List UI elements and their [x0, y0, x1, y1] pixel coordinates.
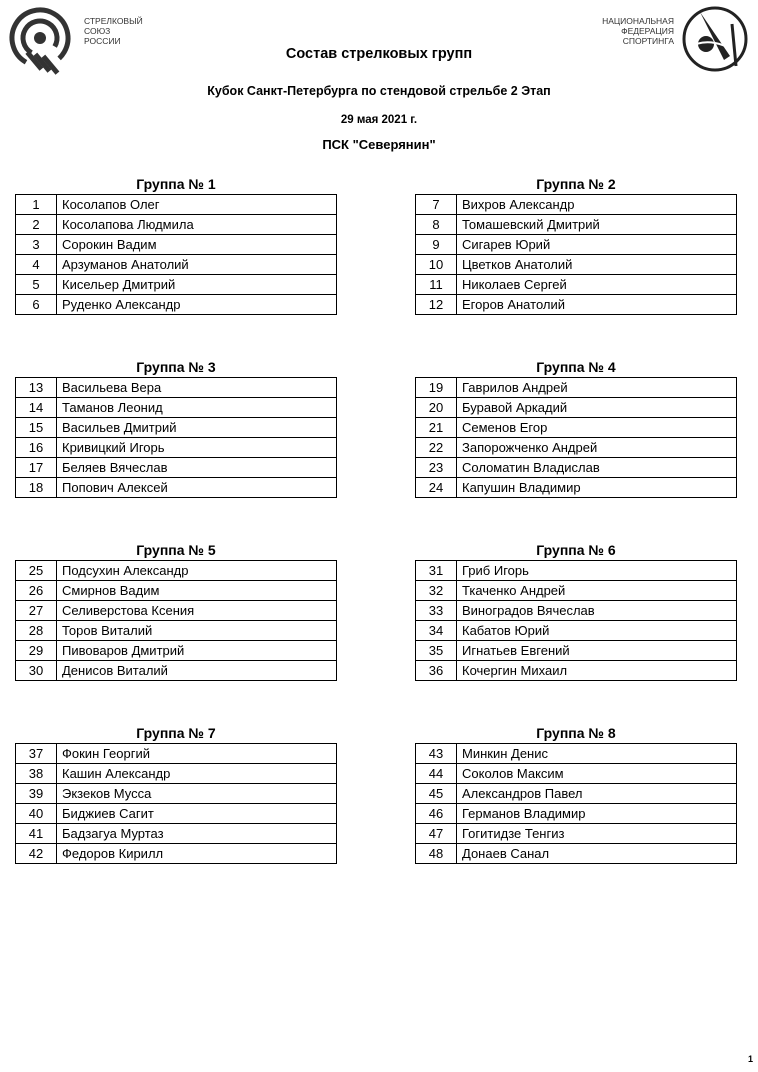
participant-number: 1 — [16, 195, 57, 215]
left-org-line: СТРЕЛКОВЫЙ — [84, 16, 143, 26]
table-row — [416, 195, 737, 215]
participant-number: 28 — [16, 621, 57, 641]
table-row — [416, 275, 737, 295]
participant-name: Донаев Санал — [457, 844, 737, 864]
participant-number: 34 — [416, 621, 457, 641]
group-table — [415, 377, 737, 498]
group-table — [15, 743, 337, 864]
participant-number: 8 — [416, 215, 457, 235]
participant-number: 20 — [416, 398, 457, 418]
table-row — [416, 478, 737, 498]
participant-number: 35 — [416, 641, 457, 661]
participant-number: 12 — [416, 295, 457, 315]
left-org-line: СОЮЗ — [84, 26, 111, 36]
participant-number: 43 — [416, 744, 457, 764]
participant-name: Косолапов Олег — [57, 195, 337, 215]
table-row — [16, 255, 337, 275]
participant-number: 39 — [16, 784, 57, 804]
left-org-name — [84, 16, 143, 46]
table-row — [416, 804, 737, 824]
group-block — [15, 357, 337, 498]
participant-name: Буравой Аркадий — [457, 398, 737, 418]
participant-name: Цветков Анатолий — [457, 255, 737, 275]
participant-number: 44 — [416, 764, 457, 784]
participant-name: Кочергин Михаил — [457, 661, 737, 681]
table-row — [416, 255, 737, 275]
right-org-name — [602, 16, 674, 46]
table-row — [16, 561, 337, 581]
table-row — [416, 784, 737, 804]
participant-number: 5 — [16, 275, 57, 295]
table-row — [16, 601, 337, 621]
participant-name: Гриб Игорь — [457, 561, 737, 581]
group-title: Группа № 5 — [136, 542, 216, 558]
participant-name: Денисов Виталий — [57, 661, 337, 681]
group-title: Группа № 8 — [536, 725, 616, 741]
group-block — [415, 540, 737, 681]
table-row — [16, 621, 337, 641]
participant-number: 23 — [416, 458, 457, 478]
participant-number: 36 — [416, 661, 457, 681]
table-row — [416, 581, 737, 601]
table-row — [416, 641, 737, 661]
right-org-line: ФЕДЕРАЦИЯ — [621, 26, 674, 36]
group-title: Группа № 1 — [136, 176, 216, 192]
participant-name: Виноградов Вячеслав — [457, 601, 737, 621]
participant-name: Бадзагуа Муртаз — [57, 824, 337, 844]
participant-number: 13 — [16, 378, 57, 398]
participant-name: Фокин Георгий — [57, 744, 337, 764]
group-title: Группа № 2 — [536, 176, 616, 192]
table-row — [16, 478, 337, 498]
table-row — [416, 235, 737, 255]
participant-name: Егоров Анатолий — [457, 295, 737, 315]
participant-name: Игнатьев Евгений — [457, 641, 737, 661]
table-row — [16, 804, 337, 824]
participant-name: Томашевский Дмитрий — [457, 215, 737, 235]
participant-number: 45 — [416, 784, 457, 804]
participant-name: Экзеков Мусса — [57, 784, 337, 804]
table-row — [16, 458, 337, 478]
participant-name: Селиверстова Ксения — [57, 601, 337, 621]
participant-number: 19 — [416, 378, 457, 398]
participant-number: 4 — [16, 255, 57, 275]
participant-name: Беляев Вячеслав — [57, 458, 337, 478]
table-row — [416, 418, 737, 438]
participant-name: Вихров Александр — [457, 195, 737, 215]
participant-number: 11 — [416, 275, 457, 295]
participant-name: Ткаченко Андрей — [457, 581, 737, 601]
participant-number: 18 — [16, 478, 57, 498]
group-block — [415, 174, 737, 315]
table-row — [416, 398, 737, 418]
participant-name: Сорокин Вадим — [57, 235, 337, 255]
participant-number: 37 — [16, 744, 57, 764]
table-row — [16, 295, 337, 315]
participant-number: 25 — [16, 561, 57, 581]
participant-name: Минкин Денис — [457, 744, 737, 764]
participant-name: Васильев Дмитрий — [57, 418, 337, 438]
table-row — [416, 621, 737, 641]
group-table — [415, 560, 737, 681]
participant-number: 15 — [16, 418, 57, 438]
participant-name: Капушин Владимир — [457, 478, 737, 498]
table-row — [416, 661, 737, 681]
group-title: Группа № 6 — [536, 542, 616, 558]
participant-name: Федоров Кирилл — [57, 844, 337, 864]
group-table — [15, 377, 337, 498]
page-number: 1 — [747, 1054, 753, 1064]
participant-name: Сигарев Юрий — [457, 235, 737, 255]
group-title: Группа № 4 — [536, 359, 616, 375]
group-block — [15, 723, 337, 864]
table-row — [16, 195, 337, 215]
right-org-line: НАЦИОНАЛЬНАЯ — [602, 16, 674, 26]
table-row — [16, 744, 337, 764]
participant-name: Кривицкий Игорь — [57, 438, 337, 458]
participant-number: 30 — [16, 661, 57, 681]
left-org-line: РОССИИ — [84, 36, 121, 46]
participant-number: 2 — [16, 215, 57, 235]
table-row — [416, 601, 737, 621]
participant-name: Торов Виталий — [57, 621, 337, 641]
participant-number: 16 — [16, 438, 57, 458]
table-row — [416, 438, 737, 458]
participant-name: Александров Павел — [457, 784, 737, 804]
participant-name: Германов Владимир — [457, 804, 737, 824]
group-table — [415, 194, 737, 315]
table-row — [16, 418, 337, 438]
participant-number: 33 — [416, 601, 457, 621]
participant-number: 42 — [16, 844, 57, 864]
participant-number: 21 — [416, 418, 457, 438]
participant-name: Соломатин Владислав — [457, 458, 737, 478]
participant-number: 46 — [416, 804, 457, 824]
participant-number: 14 — [16, 398, 57, 418]
table-row — [416, 215, 737, 235]
participant-number: 7 — [416, 195, 457, 215]
table-row — [16, 784, 337, 804]
participant-number: 48 — [416, 844, 457, 864]
event-venue: ПСК "Северянин" — [322, 137, 436, 152]
table-row — [416, 561, 737, 581]
participant-number: 24 — [416, 478, 457, 498]
participant-name: Арзуманов Анатолий — [57, 255, 337, 275]
table-row — [16, 661, 337, 681]
group-title: Группа № 3 — [136, 359, 216, 375]
table-row — [16, 641, 337, 661]
participant-name: Запорожченко Андрей — [457, 438, 737, 458]
table-row — [416, 824, 737, 844]
participant-number: 29 — [16, 641, 57, 661]
group-block — [415, 357, 737, 498]
event-date: 29 мая 2021 г. — [340, 114, 418, 126]
sporting-federation-logo-icon — [680, 4, 750, 74]
group-table — [15, 560, 337, 681]
participant-name: Руденко Александр — [57, 295, 337, 315]
participant-number: 40 — [16, 804, 57, 824]
right-org-line: СПОРТИНГА — [622, 36, 674, 46]
table-row — [16, 275, 337, 295]
participant-name: Смирнов Вадим — [57, 581, 337, 601]
participant-name: Кашин Александр — [57, 764, 337, 784]
participant-number: 31 — [416, 561, 457, 581]
shooting-union-logo-icon — [6, 4, 76, 80]
table-row — [16, 378, 337, 398]
participant-name: Гаврилов Андрей — [457, 378, 737, 398]
table-row — [416, 744, 737, 764]
participant-number: 3 — [16, 235, 57, 255]
group-block — [415, 723, 737, 864]
participant-number: 6 — [16, 295, 57, 315]
participant-name: Кисельер Дмитрий — [57, 275, 337, 295]
participant-number: 10 — [416, 255, 457, 275]
participant-name: Семенов Егор — [457, 418, 737, 438]
participant-name: Пивоваров Дмитрий — [57, 641, 337, 661]
participant-number: 32 — [416, 581, 457, 601]
participant-name: Подсухин Александр — [57, 561, 337, 581]
participant-name: Таманов Леонид — [57, 398, 337, 418]
participant-name: Кабатов Юрий — [457, 621, 737, 641]
table-row — [416, 844, 737, 864]
participant-number: 26 — [16, 581, 57, 601]
participant-name: Биджиев Сагит — [57, 804, 337, 824]
participant-name: Николаев Сергей — [457, 275, 737, 295]
group-block — [15, 174, 337, 315]
page-title: Состав стрелковых групп — [285, 46, 473, 62]
table-row — [16, 764, 337, 784]
participant-number: 38 — [16, 764, 57, 784]
table-row — [416, 764, 737, 784]
table-row — [416, 378, 737, 398]
participant-name: Соколов Максим — [457, 764, 737, 784]
table-row — [16, 438, 337, 458]
participant-number: 27 — [16, 601, 57, 621]
table-row — [16, 215, 337, 235]
participant-name: Гогитидзе Тенгиз — [457, 824, 737, 844]
participant-number: 47 — [416, 824, 457, 844]
table-row — [16, 581, 337, 601]
table-row — [16, 235, 337, 255]
participant-name: Попович Алексей — [57, 478, 337, 498]
group-table — [15, 194, 337, 315]
group-block — [15, 540, 337, 681]
participant-number: 22 — [416, 438, 457, 458]
table-row — [16, 844, 337, 864]
participant-name: Косолапова Людмила — [57, 215, 337, 235]
event-name: Кубок Санкт-Петербурга по стендовой стрельбе 2 Этап — [207, 84, 551, 98]
table-row — [416, 458, 737, 478]
participant-name: Васильева Вера — [57, 378, 337, 398]
group-table — [415, 743, 737, 864]
participant-number: 41 — [16, 824, 57, 844]
group-title: Группа № 7 — [136, 725, 216, 741]
participant-number: 17 — [16, 458, 57, 478]
participant-number: 9 — [416, 235, 457, 255]
table-row — [16, 824, 337, 844]
table-row — [16, 398, 337, 418]
table-row — [416, 295, 737, 315]
